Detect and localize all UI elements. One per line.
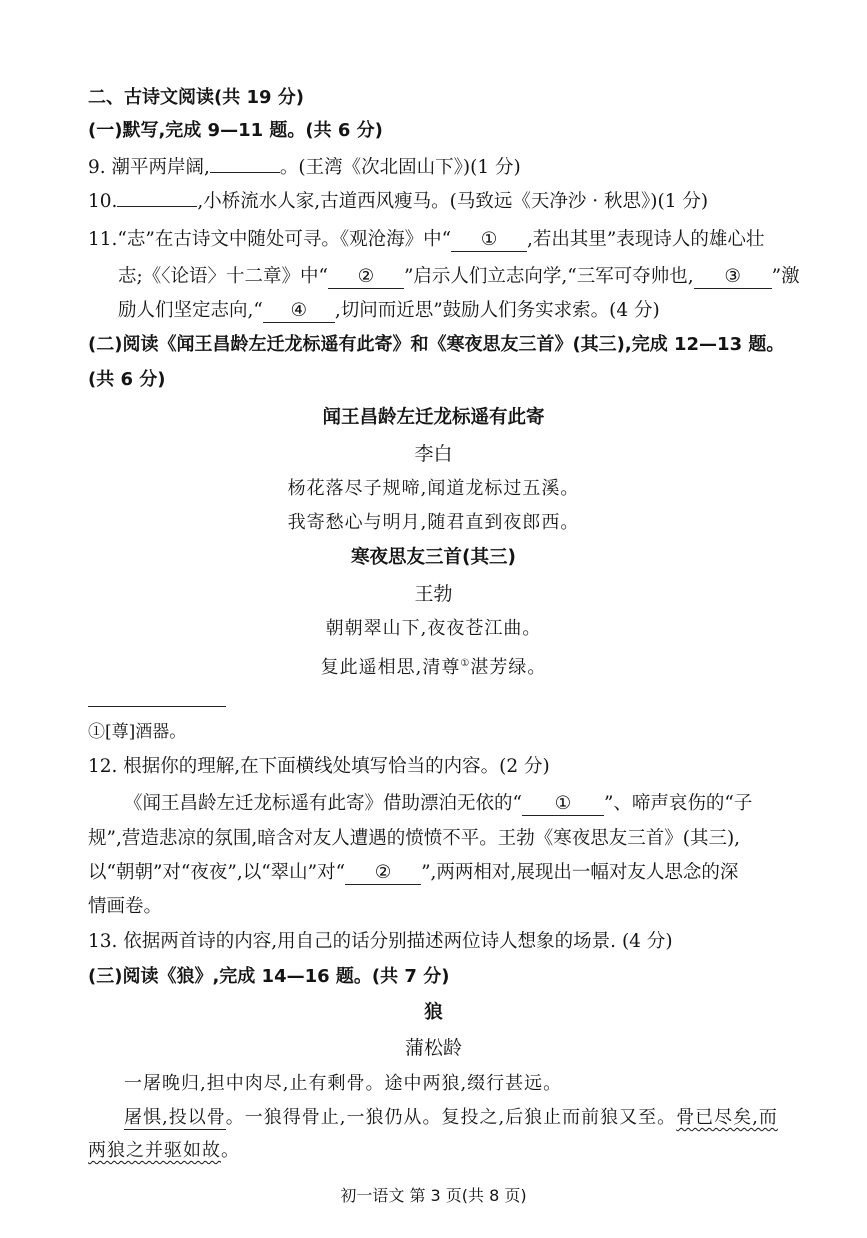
question-12-line2: 规”,营造悲凉的氛围,暗含对友人遭遇的愤愤不平。王勃《寒夜思友三首》(其三), xyxy=(88,828,741,849)
q12-blank-1[interactable]: ① xyxy=(522,793,604,816)
q12-blank-2[interactable]: ② xyxy=(345,862,421,885)
question-12-stem: 12. 根据你的理解,在下面横线处填写恰当的内容。(2 分) xyxy=(88,756,550,777)
underlined-sentence: 屠惧,投以骨 xyxy=(124,1107,226,1128)
q11-text: 励人们坚定志向,“ xyxy=(118,300,263,321)
section-heading: 二、古诗文阅读(共 19 分) xyxy=(88,87,305,108)
q9-answer-blank[interactable] xyxy=(210,172,280,173)
wavy-underlined-sentence: 骨已尽矣,而 xyxy=(676,1107,778,1128)
part2-heading-cont: (共 6 分) xyxy=(88,369,166,390)
q11-blank-2[interactable]: ② xyxy=(328,266,404,289)
q11-blank-4[interactable]: ④ xyxy=(263,300,335,323)
wolf-paragraph-2 xyxy=(124,1104,844,1132)
poem2-line-2 xyxy=(0,650,867,682)
part1-heading: (一)默写,完成 9—11 题。(共 6 分) xyxy=(88,120,383,141)
q11-text: ”激 xyxy=(771,266,800,287)
question-12-line4: 情画卷。 xyxy=(88,896,163,917)
wolf-paragraph-1: 一屠晚归,担中肉尽,止有剩骨。途中两狼,缀行甚远。 xyxy=(124,1073,563,1094)
footnote: ①[尊]酒器。 xyxy=(88,722,187,742)
q11-blank-3[interactable]: ③ xyxy=(694,266,772,289)
page-footer: 初一语文 第 3 页(共 8 页) xyxy=(340,1186,527,1205)
wolf-author: 蒲松龄 xyxy=(404,1037,462,1059)
q9-text-post: 。(王湾《次北固山下》)(1 分) xyxy=(279,157,521,178)
q11-text: ,切问而近思”鼓励人们务实求索。(4 分) xyxy=(334,300,660,321)
question-10 xyxy=(88,188,808,216)
poem2-text: 湛芳绿。 xyxy=(470,657,547,678)
poem2-text: 复此遥相思,清尊 xyxy=(320,657,461,678)
q12-text: ”,两两相对,展现出一幅对友人思念的深 xyxy=(421,862,739,883)
question-12-line3 xyxy=(88,859,808,887)
q11-text: ,若出其里”表现诗人的雄心壮 xyxy=(527,229,765,250)
wavy-underlined-sentence: 两狼之并驱如故 xyxy=(88,1140,221,1161)
question-9 xyxy=(88,154,808,182)
q10-text-post: ,小桥流水人家,古道西风瘦马。(马致远《天净沙 · 秋思》)(1 分) xyxy=(197,191,709,212)
poem1-line-1: 杨花落尽子规啼,闻道龙标过五溪。 xyxy=(287,478,580,499)
poem1-line-2: 我寄愁心与明月,随君直到夜郎西。 xyxy=(287,512,580,533)
footnote-marker[interactable]: ① xyxy=(460,658,471,669)
wolf-text: 。一狼得骨止,一狼仍从。复投之,后狼止而前狼又至。 xyxy=(225,1107,677,1128)
q10-answer-blank[interactable] xyxy=(117,206,197,207)
q10-number: 10. xyxy=(88,191,118,212)
q9-text-pre: 9. 潮平两岸阔, xyxy=(88,157,210,178)
wolf-text: 。 xyxy=(221,1140,240,1161)
poem2-line-1: 朝朝翠山下,夜夜苍江曲。 xyxy=(325,618,542,639)
poem2-author: 王勃 xyxy=(414,583,453,605)
wolf-title: 狼 xyxy=(424,1002,443,1023)
q12-text: ”、啼声哀伤的“子 xyxy=(603,793,753,814)
poem1-author: 李白 xyxy=(414,443,453,465)
question-11-line2 xyxy=(118,263,838,291)
poem2-title: 寒夜思友三首(其三) xyxy=(351,547,516,568)
wolf-paragraph-2-cont xyxy=(88,1137,808,1165)
question-13: 13. 依据两首诗的内容,用自己的话分别描述两位诗人想象的场景. (4 分) xyxy=(88,931,673,952)
question-11-line1 xyxy=(88,226,808,254)
q11-blank-1[interactable]: ① xyxy=(451,229,527,252)
q11-text: 志;《〈论语〉十二章》中“ xyxy=(118,266,328,287)
q12-text: 以“朝朝”对“夜夜”,以“翠山”对“ xyxy=(88,862,346,883)
question-11-line3 xyxy=(118,297,838,325)
q12-text: 《闻王昌龄左迁龙标遥有此寄》借助漂泊无依的“ xyxy=(124,793,522,814)
part3-heading: (三)阅读《狼》,完成 14—16 题。(共 7 分) xyxy=(88,966,450,987)
q11-text: ”启示人们立志向学,“三军可夺帅也, xyxy=(403,266,694,287)
q11-text: 11.“志”在古诗文中随处可寻。《观沧海》中“ xyxy=(88,229,452,250)
poem1-title: 闻王昌龄左迁龙标遥有此寄 xyxy=(322,407,545,428)
part2-heading: (二)阅读《闻王昌龄左迁龙标遥有此寄》和《寒夜思友三首》(其三),完成 12—13 题。 xyxy=(88,334,785,355)
question-12-line1 xyxy=(124,790,844,818)
footnote-divider xyxy=(88,706,226,707)
